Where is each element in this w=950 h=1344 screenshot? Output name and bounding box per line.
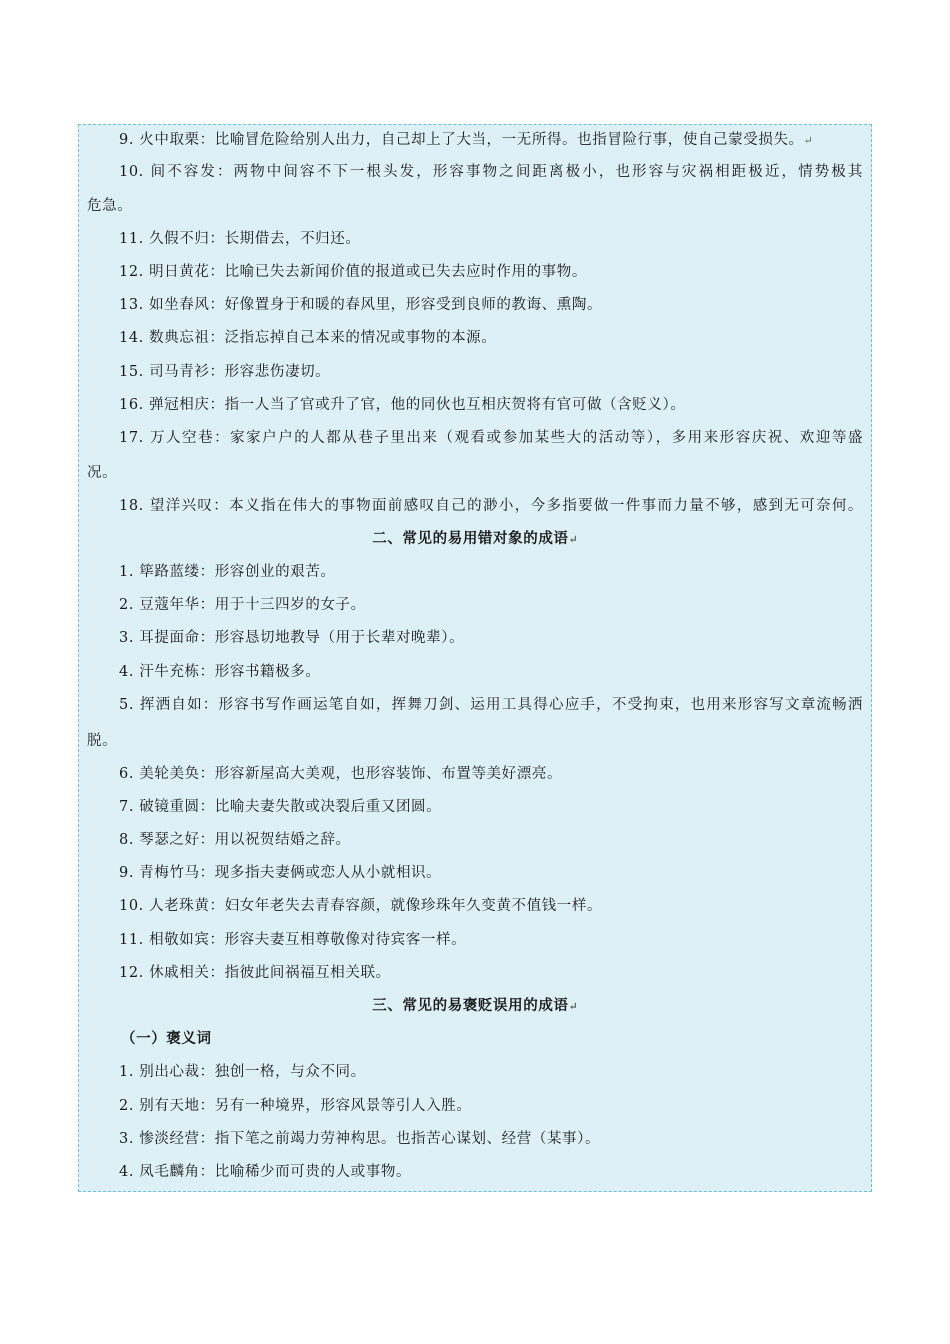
idiom-line: 13. 如坐春风：好像置身于和暖的春风里，形容受到良师的教诲、熏陶。 [119, 297, 603, 313]
idiom-line: 1. 别出心裁：独创一格，与众不同。 [119, 1064, 366, 1080]
idiom-line: 4. 汗牛充栋：形容书籍极多。 [119, 664, 321, 680]
section-heading: 三、常见的易褒贬误用的成语↵ [372, 997, 578, 1014]
idiom-line: 11. 相敬如宾：形容夫妻互相尊敬像对待宾客一样。 [119, 932, 467, 948]
idiom-line: 10. 人老珠黄：妇女年老失去青春容颜，就像珍珠年久变黄不值钱一样。 [119, 898, 603, 914]
idiom-line: 12. 明日黄花：比喻已失去新闻价值的报道或已失去应时作用的事物。 [119, 264, 587, 280]
idiom-line: 15. 司马青衫：形容悲伤凄切。 [119, 364, 331, 380]
paragraph-mark: ↵ [803, 134, 813, 147]
idiom-line: 8. 琴瑟之好：用以祝贺结婚之辞。 [119, 832, 351, 848]
idiom-line: 3. 耳提面命：形容恳切地教导（用于长辈对晚辈）。 [119, 630, 465, 646]
idiom-line: 18. 望洋兴叹：本义指在伟大的事物面前感叹自己的渺小，今多指要做一件事而力量不够，感到无可奈何。 [119, 498, 863, 514]
idiom-line-continued: 危急。 [87, 198, 133, 214]
idiom-line: 10. 间不容发：两物中间容不下一根头发，形容事物之间距离极小，也形容与灾祸相距极近，情势极其 [119, 164, 863, 180]
idiom-line: 14. 数典忘祖：泛指忘掉自己本来的情况或事物的本源。 [119, 330, 497, 346]
idiom-line: 7. 破镜重圆：比喻夫妻失散或决裂后重又团圆。 [119, 799, 442, 815]
idiom-line: 2. 豆蔻年华：用于十三四岁的女子。 [119, 597, 366, 613]
idiom-line: 12. 休戚相关：指彼此间祸福互相关联。 [119, 965, 391, 981]
paragraph-mark: ↵ [568, 1000, 578, 1013]
idiom-line: 4. 凤毛麟角：比喻稀少而可贵的人或事物。 [119, 1164, 412, 1180]
idiom-line: 5. 挥洒自如：形容书写作画运笔自如，挥舞刀剑、运用工具得心应手，不受拘束，也用来形容写文章流畅洒 [119, 697, 863, 713]
idiom-line: 1. 筚路蓝缕：形容创业的艰苦。 [119, 564, 336, 580]
idiom-line: 9. 火中取栗：比喻冒危险给别人出力，自己却上了大当，一无所得。也指冒险行事，使自己蒙受损失。↵ [119, 132, 813, 148]
idiom-line: 11. 久假不归：长期借去，不归还。 [119, 231, 361, 247]
section-heading: 二、常见的易用错对象的成语↵ [372, 530, 578, 547]
idiom-line-continued: 脱。 [87, 733, 118, 749]
paragraph-mark: ↵ [568, 533, 578, 546]
idiom-line: 2. 别有天地：另有一种境界，形容风景等引人入胜。 [119, 1098, 472, 1114]
subsection-heading: （一）褒义词 [121, 1030, 212, 1047]
idiom-line-continued: 况。 [87, 465, 118, 481]
idiom-line: 16. 弹冠相庆：指一人当了官或升了官，他的同伙也互相庆贺将有官可做（含贬义）。 [119, 397, 686, 413]
content-box [78, 124, 872, 1192]
idiom-line: 6. 美轮美奂：形容新屋高大美观，也形容装饰、布置等美好漂亮。 [119, 766, 563, 782]
idiom-line: 17. 万人空巷：家家户户的人都从巷子里出来（观看或参加某些大的活动等），多用来形容庆祝、欢迎等盛 [119, 430, 863, 446]
idiom-line: 3. 惨淡经营：指下笔之前竭力劳神构思。也指苦心谋划、经营（某事）。 [119, 1131, 601, 1147]
idiom-line: 9. 青梅竹马：现多指夫妻俩或恋人从小就相识。 [119, 865, 442, 881]
